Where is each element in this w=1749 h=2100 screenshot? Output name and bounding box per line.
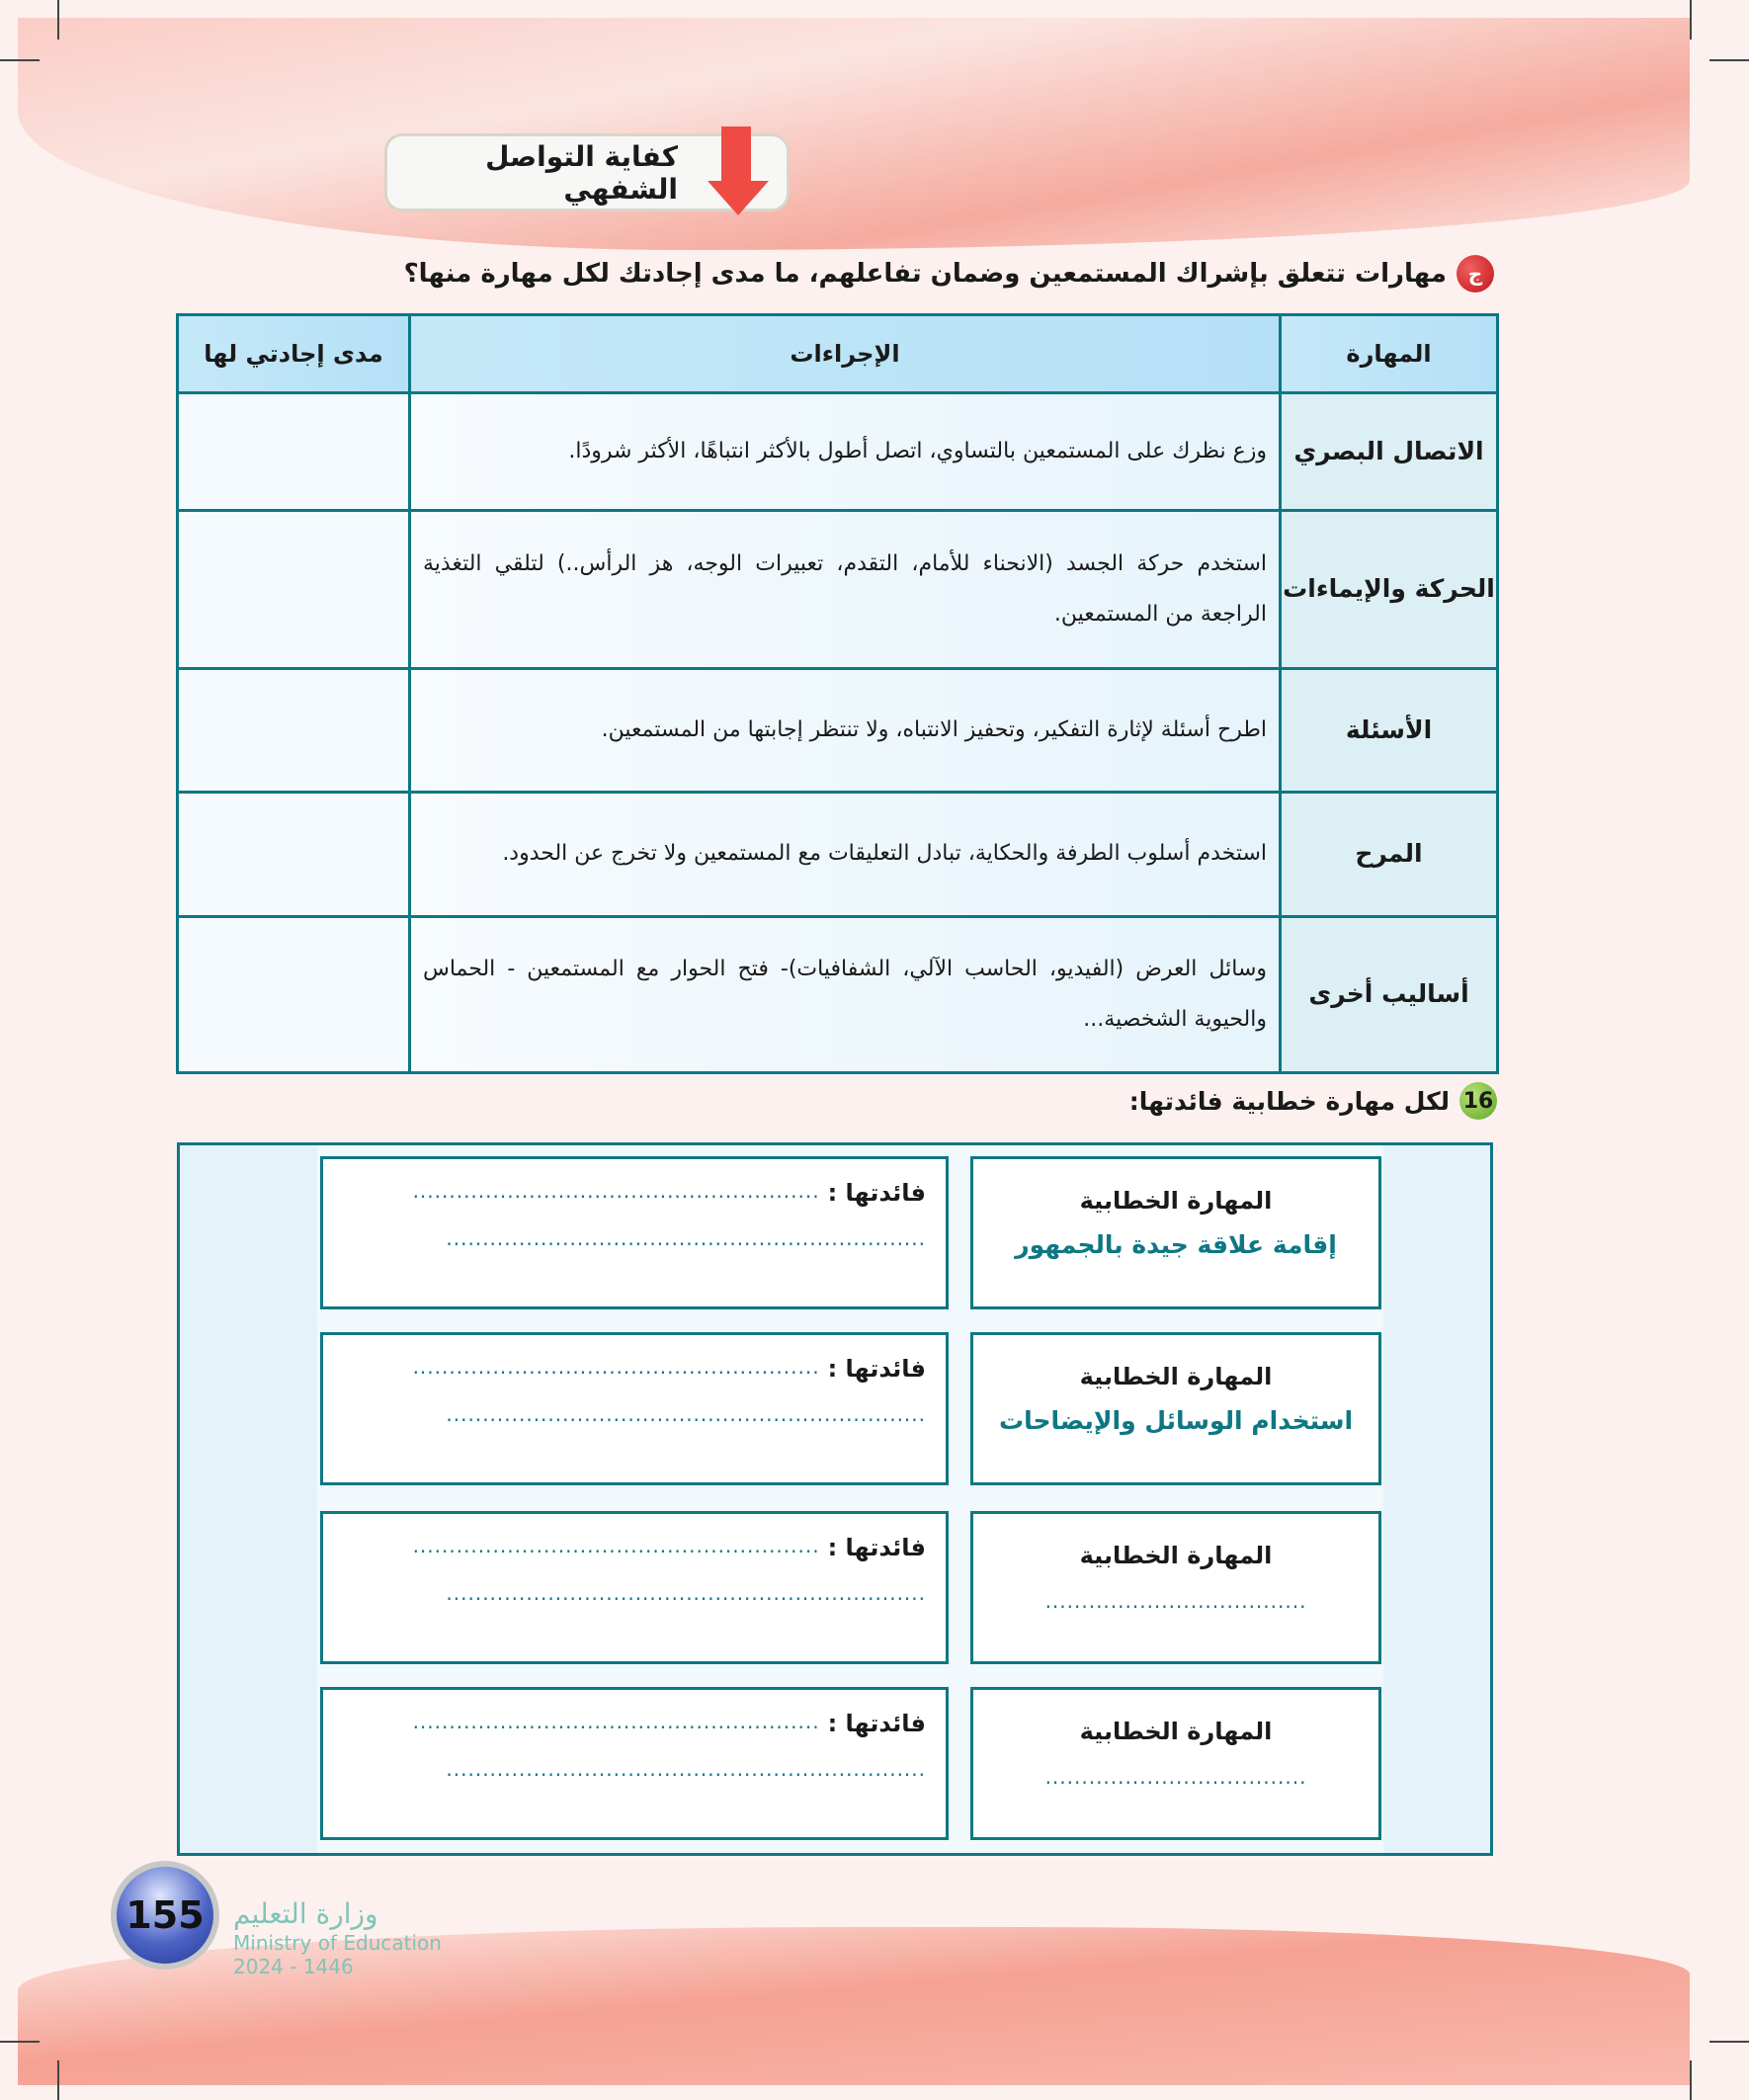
benefit-box[interactable]	[320, 1511, 949, 1664]
skill-blank[interactable]: ....................................	[1044, 1765, 1307, 1789]
answer-blank[interactable]: ..................................................................	[446, 1581, 926, 1605]
arrow-down-icon	[704, 126, 773, 215]
header-rating: مدى إجادتي لها	[178, 315, 410, 393]
benefit-box[interactable]	[320, 1687, 949, 1840]
benefit-label: فائدتها :	[827, 1355, 926, 1383]
header-skill: المهارة	[1281, 315, 1498, 393]
rating-cell[interactable]	[178, 917, 410, 1073]
crop-mark	[57, 2060, 59, 2100]
skill-cell: الاتصال البصري	[1281, 393, 1498, 511]
table-row	[178, 393, 1498, 511]
table-row	[178, 511, 1498, 669]
rating-cell[interactable]	[178, 793, 410, 917]
rating-cell[interactable]	[178, 511, 410, 669]
exercise-text: لكل مهارة خطابية فائدتها:	[1128, 1086, 1450, 1116]
crop-mark	[0, 59, 40, 61]
answer-blank[interactable]: ..................................................................	[446, 1402, 926, 1426]
crop-mark	[57, 0, 59, 40]
benefit-box[interactable]	[320, 1156, 949, 1309]
answer-blank[interactable]: ........................................................	[412, 1710, 820, 1733]
question-badge: ج	[1457, 255, 1494, 293]
procedure-cell: استخدم حركة الجسد (الانحناء للأمام، التقدم، تعبيرات الوجه، هز الرأس..) لتلقي التغذية الراجعة من المستمعين.	[410, 511, 1281, 669]
skill-label: المهارة الخطابية	[1079, 1363, 1273, 1390]
crop-mark	[1690, 0, 1692, 40]
question-heading	[404, 255, 1494, 293]
table-row	[178, 669, 1498, 793]
header-background	[18, 18, 1690, 250]
answer-blank[interactable]: ..................................................................	[446, 1757, 926, 1781]
rating-cell[interactable]	[178, 393, 410, 511]
answer-blank[interactable]: ........................................................	[412, 1534, 820, 1557]
ministry-watermark	[233, 1897, 442, 1978]
table-header-row	[178, 315, 1498, 393]
ministry-ar: وزارة التعليم	[233, 1897, 378, 1930]
skill-box	[970, 1156, 1381, 1309]
ministry-en: Ministry of Education	[233, 1930, 442, 1955]
skill-label: المهارة الخطابية	[1079, 1542, 1273, 1569]
procedure-cell: اطرح أسئلة لإثارة التفكير، وتحفيز الانتباه، ولا تنتظر إجابتها من المستمعين.	[410, 669, 1281, 793]
answer-blank[interactable]: ........................................................	[412, 1179, 820, 1203]
exercise-number: 16	[1459, 1082, 1497, 1120]
skill-cell: المرح	[1281, 793, 1498, 917]
skills-table	[176, 313, 1499, 1074]
answer-blank[interactable]: ..................................................................	[446, 1226, 926, 1250]
skill-value: إقامة علاقة جيدة بالجمهور	[1015, 1230, 1337, 1259]
skill-label: المهارة الخطابية	[1079, 1718, 1273, 1745]
skill-cell: أساليب أخرى	[1281, 917, 1498, 1073]
table-row	[178, 793, 1498, 917]
skill-box	[970, 1511, 1381, 1664]
benefit-label: فائدتها :	[827, 1179, 926, 1207]
crop-mark	[1709, 59, 1749, 61]
answer-blank[interactable]: ........................................................	[412, 1355, 820, 1379]
section-title-text: كفاية التواصل الشفهي	[485, 139, 678, 206]
skill-box	[970, 1687, 1381, 1840]
crop-mark	[1690, 2060, 1692, 2100]
question-text: مهارات تتعلق بإشراك المستمعين وضمان تفاعلهم، ما مدى إجادتك لكل مهارة منها؟	[403, 259, 1447, 289]
page-number-badge	[111, 1861, 219, 1970]
skill-cell: الأسئلة	[1281, 669, 1498, 793]
procedure-cell: استخدم أسلوب الطرفة والحكاية، تبادل التعليقات مع المستمعين ولا تخرج عن الحدود.	[410, 793, 1281, 917]
procedure-cell: وزع نظرك على المستمعين بالتساوي، اتصل أطول بالأكثر انتباهًا، الأكثر شرودًا.	[410, 393, 1281, 511]
skill-blank[interactable]: ....................................	[1044, 1589, 1307, 1613]
procedure-cell: وسائل العرض (الفيديو، الحاسب الآلي، الشفافيات)- فتح الحوار مع المستمعين - الحماس والحيوية الشخصية...	[410, 917, 1281, 1073]
benefit-label: فائدتها :	[827, 1534, 926, 1561]
benefit-box[interactable]	[320, 1332, 949, 1485]
skill-value: استخدام الوسائل والإيضاحات	[998, 1406, 1354, 1435]
crop-mark	[0, 2041, 40, 2043]
rating-cell[interactable]	[178, 669, 410, 793]
crop-mark	[1709, 2041, 1749, 2043]
skill-cell: الحركة والإيماءات	[1281, 511, 1498, 669]
table-row	[178, 917, 1498, 1073]
page-number: 155	[125, 1893, 205, 1937]
skill-label: المهارة الخطابية	[1079, 1187, 1273, 1215]
header-procedures: الإجراءات	[410, 315, 1281, 393]
exercise-heading	[1129, 1082, 1497, 1120]
benefit-label: فائدتها :	[827, 1710, 926, 1737]
edition-year: 2024 - 1446	[233, 1954, 354, 1978]
skill-box	[970, 1332, 1381, 1485]
